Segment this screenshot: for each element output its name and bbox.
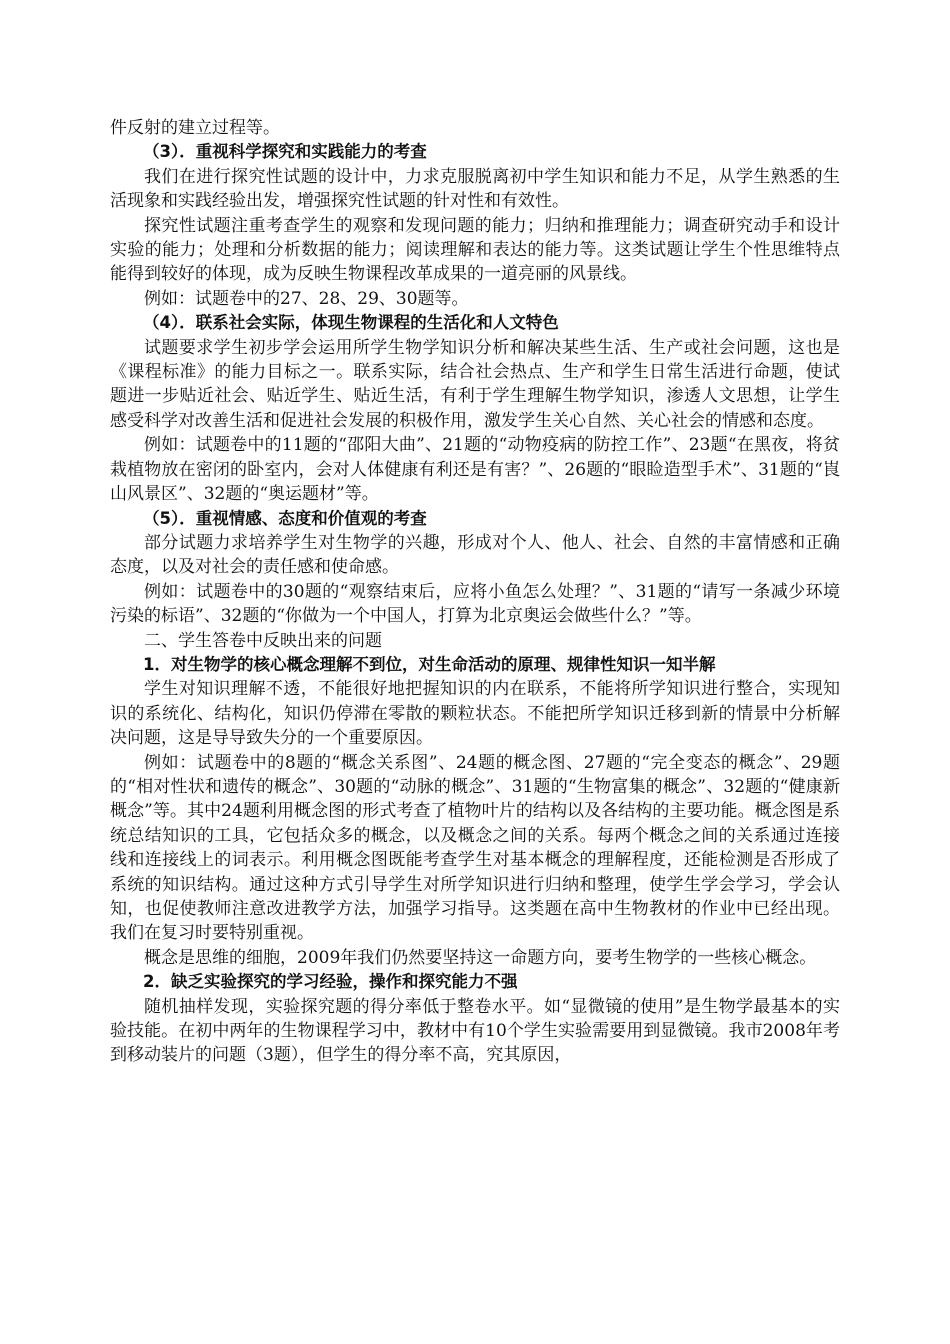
paragraph: 随机抽样发现，实验探究题的得分率低于整卷水平。如“显微镜的使用”是生物学最基本的实验技能。在初中两年的生物课程学习中，教材中有10个学生实验需要用到显微镜。我市2008年考到移动装片的问题（3题），但学生的得分率不高，究其原因， [110,996,840,1066]
section-heading: （3）．重视科学探究和实践能力的考查 [143,142,427,162]
paragraph: 例如：试题卷中的27、28、29、30题等。 [144,288,469,309]
paragraph: 例如：试题卷中的8题的“概念关系图”、24题的概念图、27题的“完全变态的概念”、29题的“相对性状和遗传的概念”、30题的“动脉的概念”、31题的“生物富集的概念”、32题的“健康新概念”等。其中24题利用概念图的形式考查了植物叶片的结构以及各结构的主要功能。概念图是系统总结知识的工具，它包括众多的概念，以及概念之间的关系。每两个概念之间的关系通过连接线和连接线上的词表示。利用概念图既能考查学生对基本概念的理解程度，还能检测是否形成了系统的知识结构。通过这种方式引导学生对所学知识进行归纳和整理，使学生学会学习，学会认知，也促使教师注意改进教学方法，加强学习指导。这类题在高中生物教材的作业中已经出现。我们在复习时要特别重视。 [110,752,840,944]
section-heading: 1．对生物学的核心概念理解不到位，对生命活动的原理、规律性知识一知半解 [143,654,716,674]
paragraph: 二、学生答卷中反映出来的问题 [144,630,382,651]
paragraph: 我们在进行探究性试题的设计中，力求克服脱离初中学生知识和能力不足，从学生熟悉的生活现象和实践经验出发，增强探究性试题的针对性和有效性。 [110,166,840,212]
section-heading: （4）．联系社会实际，体现生物课程的生活化和人文特色 [143,313,559,333]
paragraph: 试题要求学生初步学会运用所学生物学知识分析和解决某些生活、生产或社会问题，这也是《课程标准》的能力目标之一。联系实际，结合社会热点、生产和学生日常生活进行命题，使试题进一步贴近社会、贴近学生、贴近生活，有利于学生理解生物学知识，渗透人文思想，让学生感受科学对改善生活和促进社会发展的积极作用，激发学生关心自然、关心社会的情感和态度。 [110,337,840,431]
section-heading: （5）．重视情感、态度和价值观的考查 [143,508,427,528]
paragraph: 例如：试题卷中的30题的“观察结束后，应将小鱼怎么处理？”、31题的“请写一条减少环境污染的标语”、32题的“你做为一个中国人，打算为北京奥运会做些什么？”等。 [110,581,840,627]
paragraph: 探究性试题注重考查学生的观察和发现问题的能力；归纳和推理能力；调查研究动手和设计实验的能力；处理和分析数据的能力；阅读理解和表达的能力等。这类试题让学生个性思维特点能得到较好的体现，成为反映生物课程改革成果的一道亮丽的风景线。 [110,215,840,285]
document-body [110,116,840,1068]
section-heading: 2．缺乏实验探究的学习经验，操作和探究能力不强 [143,972,518,992]
paragraph: 件反射的建立过程等。 [110,118,280,138]
paragraph: 概念是思维的细胞，2009年我们仍然要坚持这一命题方向，要考生物学的一些核心概念。 [144,947,817,968]
paragraph: 例如：试题卷中的11题的“邵阳大曲”、21题的“动物疫病的防控工作”、23题“在黑夜，将贫栽植物放在密闭的卧室内，会对人体健康有利还是有害？”、26题的“眼睑造型手术”、31题的“崀山风景区”、32题的“奥运题材”等。 [110,435,840,505]
paragraph: 部分试题力求培养学生对生物学的兴趣，形成对个人、他人、社会、自然的丰富情感和正确态度，以及对社会的责任感和使命感。 [110,532,840,578]
paragraph: 学生对知识理解不透，不能很好地把握知识的内在联系，不能将所学知识进行整合，实现知识的系统化、结构化，知识仍停滞在零散的颗粒状态。不能把所学知识迁移到新的情景中分析解决问题，这是导导致失分的一个重要原因。 [110,679,840,749]
